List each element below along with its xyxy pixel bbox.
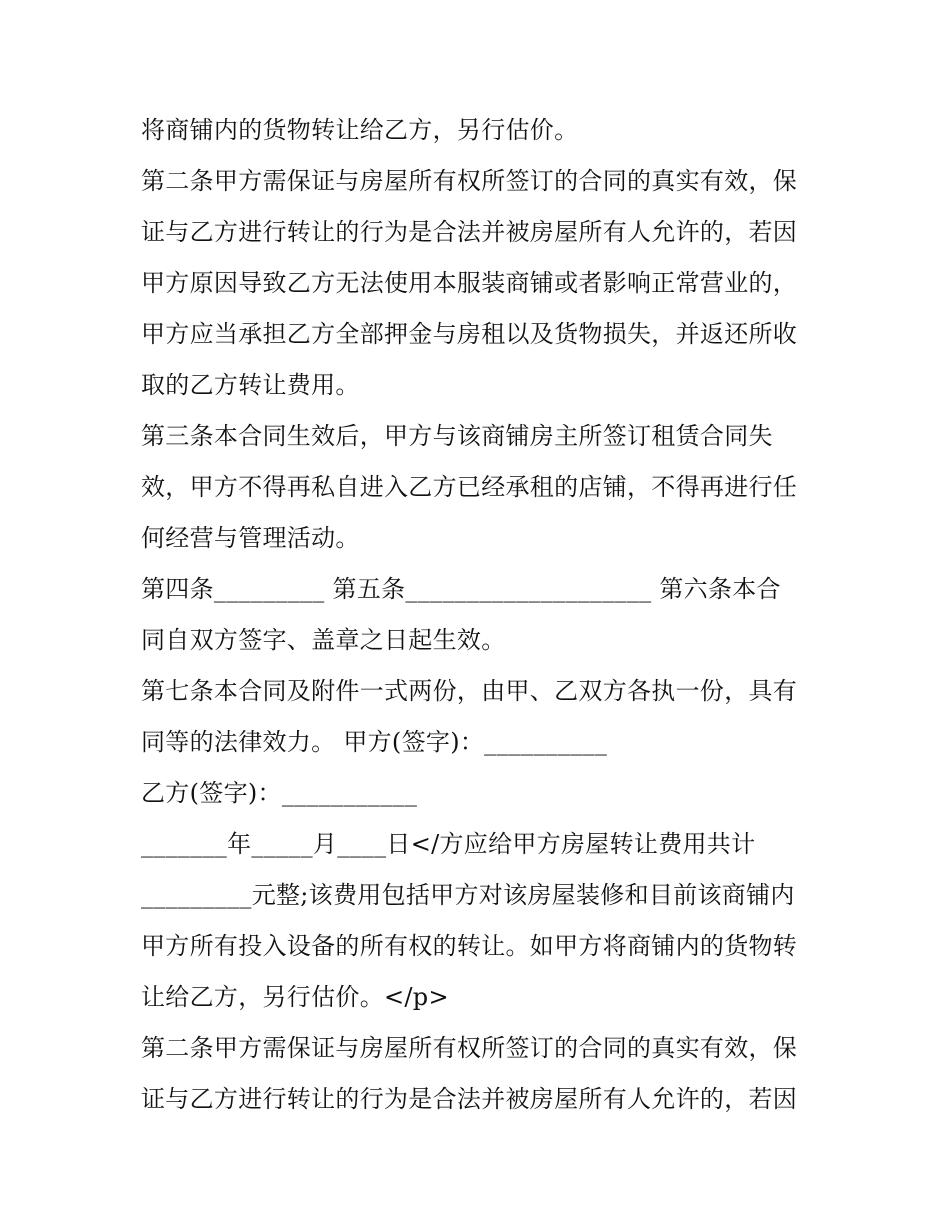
text-line: 同自双方签字、盖章之日起生效。 bbox=[141, 626, 506, 654]
text-line: 甲方应当承担乙方全部押金与房租以及货物损失，并返还所收 bbox=[141, 320, 798, 348]
text-line: 第二条甲方需保证与房屋所有权所签订的合同的真实有效，保 bbox=[141, 1034, 798, 1062]
text-line: 证与乙方进行转让的行为是合法并被房屋所有人允许的，若因 bbox=[141, 218, 798, 246]
text-line: 将商铺内的货物转让给乙方，另行估价。 bbox=[141, 116, 579, 144]
text-line: 乙方(签字)：___________ bbox=[141, 779, 418, 807]
text-line: 证与乙方进行转让的行为是合法并被房屋所有人允许的，若因 bbox=[141, 1085, 798, 1113]
text-line: 第二条甲方需保证与房屋所有权所签订的合同的真实有效，保 bbox=[141, 167, 798, 195]
text-line: _______年_____月____日</方应给甲方房屋转让费用共计 bbox=[141, 830, 756, 858]
text-line: 第七条本合同及附件一式两份，由甲、乙双方各执一份，具有 bbox=[141, 677, 798, 705]
text-line: 何经营与管理活动。 bbox=[141, 524, 360, 552]
text-line: 效，甲方不得再私自进入乙方已经承租的店铺，不得再进行任 bbox=[141, 473, 798, 501]
text-line: 甲方所有投入设备的所有权的转让。如甲方将商铺内的货物转 bbox=[141, 932, 798, 960]
text-line: 取的乙方转让费用。 bbox=[141, 371, 360, 399]
text-line: 让给乙方，另行估价。</p> bbox=[141, 983, 449, 1011]
text-line: 同等的法律效力。 甲方(签字)：__________ bbox=[141, 728, 608, 756]
text-line: 第四条_________ 第五条____________________ 第六条本合 bbox=[141, 575, 781, 603]
text-line: 甲方原因导致乙方无法使用本服装商铺或者影响正常营业的， bbox=[141, 269, 798, 297]
text-line: 第三条本合同生效后，甲方与该商铺房主所签订租赁合同失 bbox=[141, 422, 773, 450]
text-line: _________元整;该费用包括甲方对该房屋装修和目前该商铺内 bbox=[141, 881, 795, 909]
